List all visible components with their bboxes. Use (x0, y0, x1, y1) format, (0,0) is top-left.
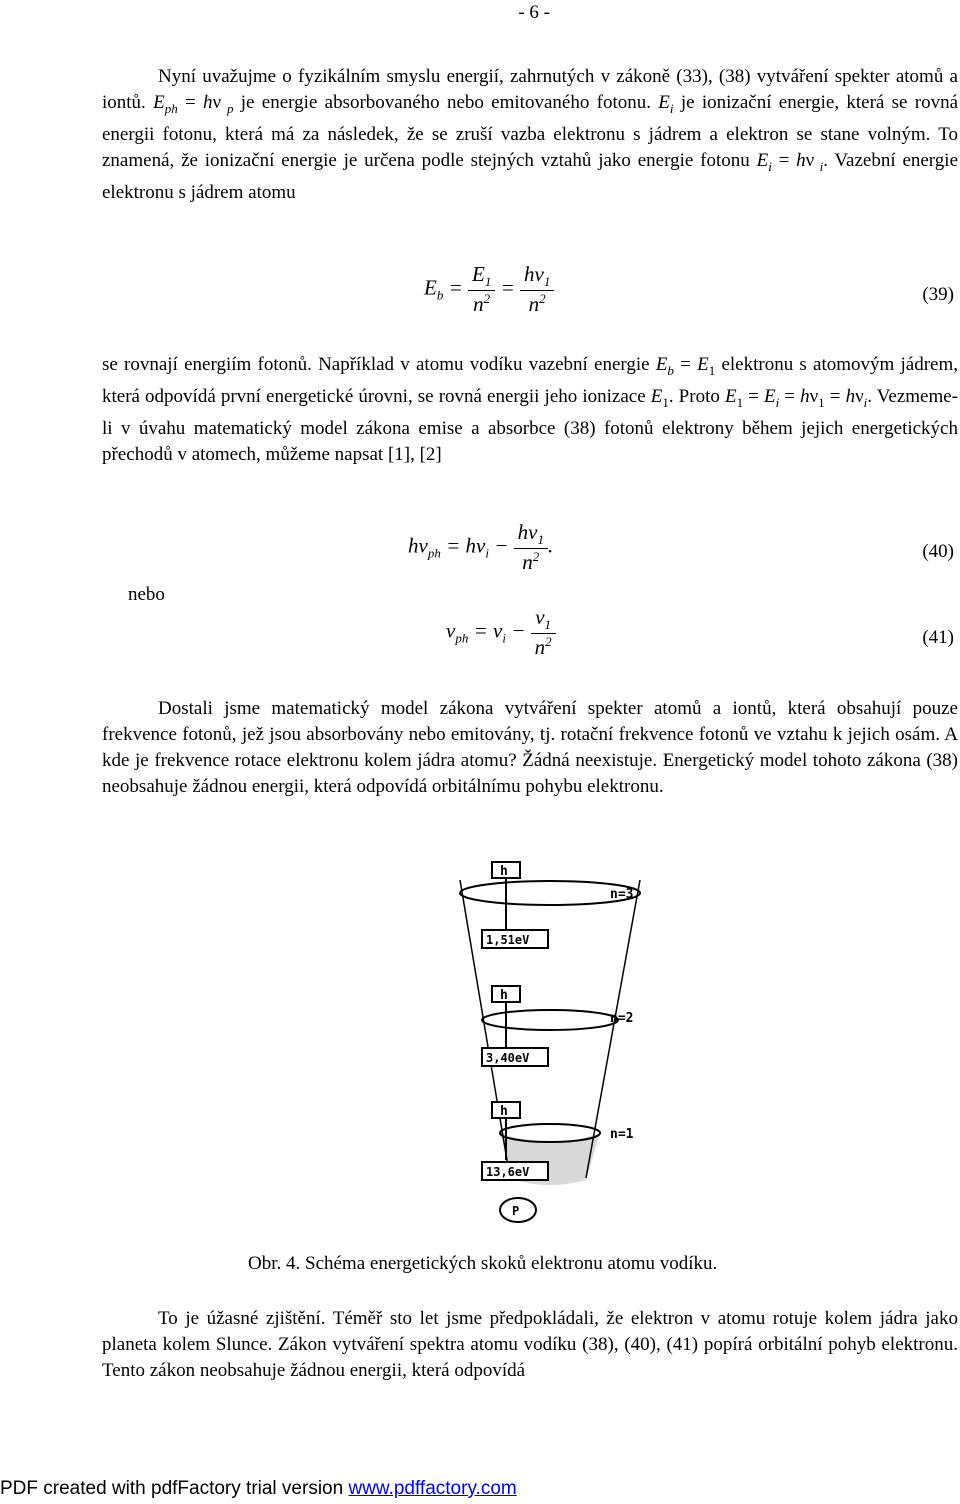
energy-box-level-1 (482, 1162, 548, 1180)
energy-label-1: 13,6eV (486, 1165, 530, 1179)
energy-box-level-2 (482, 1048, 548, 1066)
cone-left-line (460, 880, 510, 1178)
equation-40: $h\nu_{ph} = h\nu_i$ − $\frac{h\nu_1}{n^2}$ . (408, 520, 554, 575)
nebo-label: nebo (128, 584, 165, 605)
equation-39-number: (39) (922, 284, 954, 305)
paragraph-2: se rovnají energiím fotonů. Například v atomu vodíku vazební energie $E_b = E_1$ elektronu s atomovým jádrem, která odpovídá první energetické úrovni, se rovná energii jeho ionizace $E_1$. Proto $E_1 = E_i = h\nu_1 = h\nu_i$. Vezmeme-li v úvahu matematický model zákona emise a absorbce (38) fotonů elektrony během jejich energetických přechodů v atomech, můžeme napsat [1], [2] (102, 354, 959, 465)
nucleus-label: P (512, 1204, 520, 1218)
energy-box-level-3 (482, 930, 548, 948)
h-box-level-2 (492, 986, 520, 1050)
paragraph-4: To je úžasné zjištění. Téměř sto let jsme předpokládali, že elektron v atomu rotuje kolem jádra jako planeta kolem Slunce. Zákon vytváření spektra atomu vodíku (38), (40), (41) popírá orbitální pohyb elektronu. Tento zákon neobsahuje žádnou energii, která odpovídá (102, 1308, 958, 1381)
paragraph-3: Dostali jsme matematický model zákona vytváření spekter atomů a iontů, která obsahují pouze frekvence fotonů, jež jsou absorbovány nebo emitovány, tj. rotační frekvence fotonů ve vztahu k jejich osám. A kde je frekvence rotace elektronu kolem jádra atomu? Žádná neexistuje. Energetický model tohoto zákona (38) neobsahuje žádnou energii, která odpovídá orbitálnímu pohybu elektronu. (102, 698, 958, 797)
page-number: - 6 - (518, 2, 550, 23)
pdf-footer: PDF created with pdfFactory trial version www.pdffactory.com (0, 1478, 517, 1499)
pdffactory-link[interactable]: www.pdffactory.com (348, 1478, 517, 1499)
h-box-level-3 (492, 862, 520, 930)
h-label-3: h (500, 864, 508, 879)
h-label-1: h (500, 1104, 508, 1119)
equation-41-number: (41) (922, 627, 954, 648)
equation-40-number: (40) (922, 541, 954, 562)
n-label-1: n=1 (610, 1127, 634, 1142)
h-label-2: h (500, 988, 508, 1003)
n-label-2: n=2 (610, 1011, 634, 1026)
figure-caption: Obr. 4. Schéma energetických skoků elektronu atomu vodíku. (248, 1253, 718, 1274)
n-label-3: n=3 (610, 887, 634, 902)
level-2-ellipse (482, 1010, 618, 1030)
energy-levels-figure (440, 850, 660, 1230)
equation-41: $\nu_{ph} = \nu_i$ − $\frac{\nu_1}{n^2}$ (446, 605, 556, 660)
energy-label-2: 3,40eV (486, 1051, 530, 1065)
equation-39: $E_b$ = $\frac{E_1}{n^2}$ = $\frac{h\nu_1}{n^2}$ (424, 262, 554, 317)
paragraph-1: Nyní uvažujme o fyzikálním smyslu energií, zahrnutých v zákoně (33), (38) vytváření spekter atomů a iontů. $E_{ph} = h\nu$ $_p$ je energie absorbovaného nebo emitovaného fotonu. $E_i$ je ionizační energie, která se rovná energii fotonu, která má za následek, že se zruší vazba elektronu s jádrem a elektron se stane volným. To znamená, že ionizační energie je určena podle stejných vztahů jako energie fotonu $E_i = h\nu$ $_i$. Vazební energie elektronu s jádrem atomu (102, 66, 959, 203)
energy-label-3: 1,51eV (486, 933, 530, 947)
